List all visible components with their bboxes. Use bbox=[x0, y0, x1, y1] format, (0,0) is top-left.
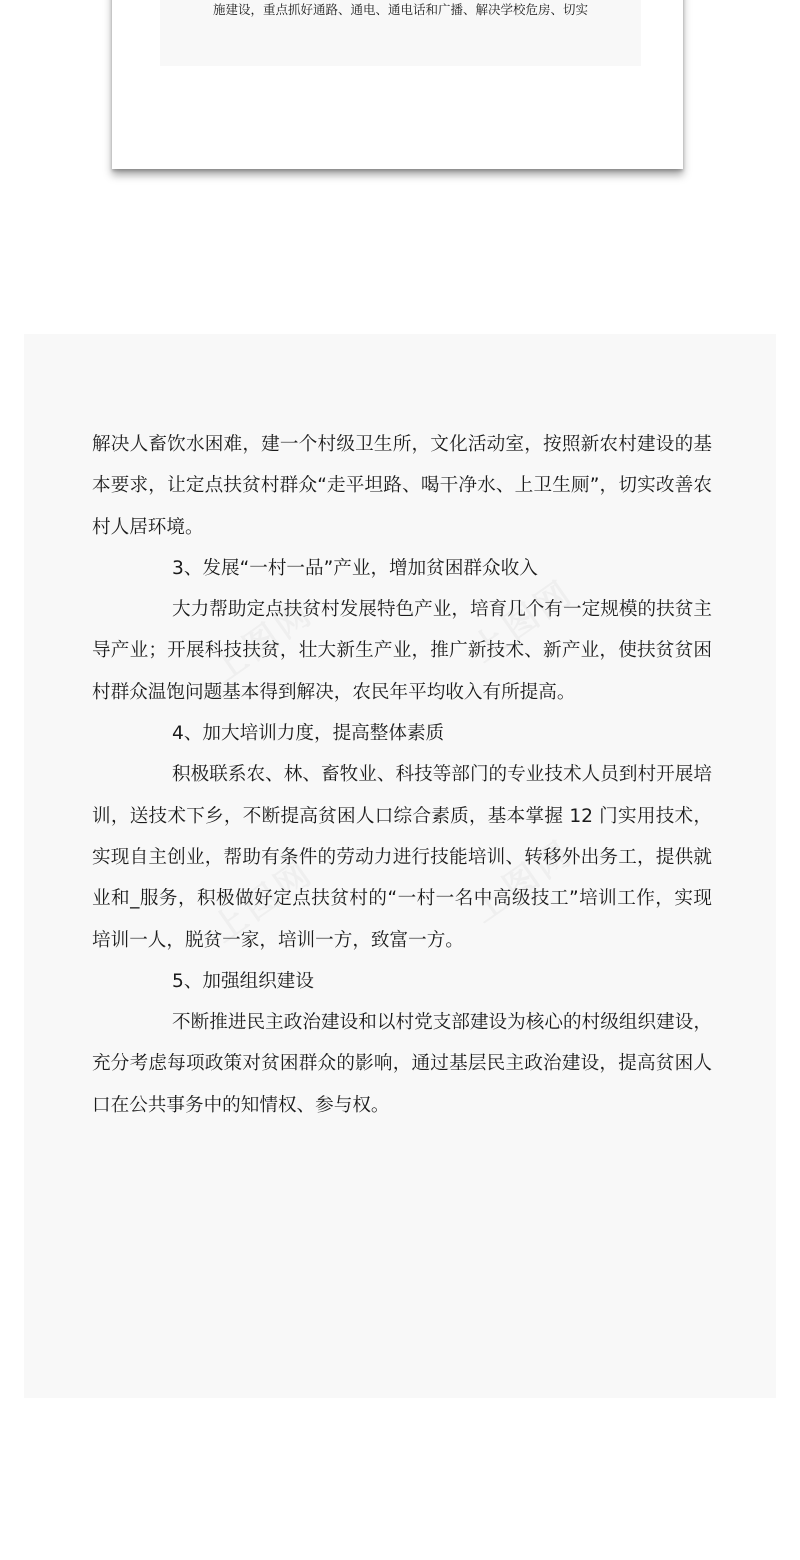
document-panel bbox=[24, 334, 776, 1398]
paragraph-organization: 不断推进民主政治建设和以村党支部建设为核心的村级组织建设，充分考虑每项政策对贫困群众的影响，通过基层民主政治建设，提高贫困人口在公共事务中的知情权、参与权。 bbox=[92, 1012, 712, 1116]
heading-industry: 3、发展“一村一品”产业，增加贫困群众收入 bbox=[172, 557, 538, 579]
heading-training: 4、加大培训力度，提高整体素质 bbox=[172, 723, 445, 745]
preview-card bbox=[112, 0, 683, 169]
paragraph-industry: 大力帮助定点扶贫村发展特色产业，培育几个有一定规模的扶贫主导产业；开展科技扶贫，壮大新生产业，推广新技术、新产业，使扶贫贫困村群众温饱问题基本得到解决，农民年平均收入有所提高。 bbox=[92, 599, 712, 703]
heading-organization: 5、加强组织建设 bbox=[172, 970, 314, 992]
preview-card-text: 施建设，重点抓好通路、通电、通电话和广播、解决学校危房、切实 bbox=[212, 2, 588, 17]
paragraph-training: 积极联系农、林、畜牧业、科技等部门的专业技术人员到村开展培训，送技术下乡，不断提高贫困人口综合素质，基本掌握 12 门实用技术，实现自主创业，帮助有条件的劳动力进行技能培训、转移外出务工，提供就业和_服务，积极做好定点扶贫村的“一村一名中高级技工”培训工作，实现培训一人，脱贫一家，培训一方，致富一方。 bbox=[92, 764, 712, 951]
paragraph-drinking-water: 解决人畜饮水困难，建一个村级卫生所，文化活动室，按照新农村建设的基本要求，让定点扶贫村群众“走平坦路、喝干净水、上卫生厕”，切实改善农村人居环境。 bbox=[92, 434, 712, 538]
preview-card-content bbox=[160, 0, 641, 66]
document-body bbox=[92, 424, 712, 1126]
